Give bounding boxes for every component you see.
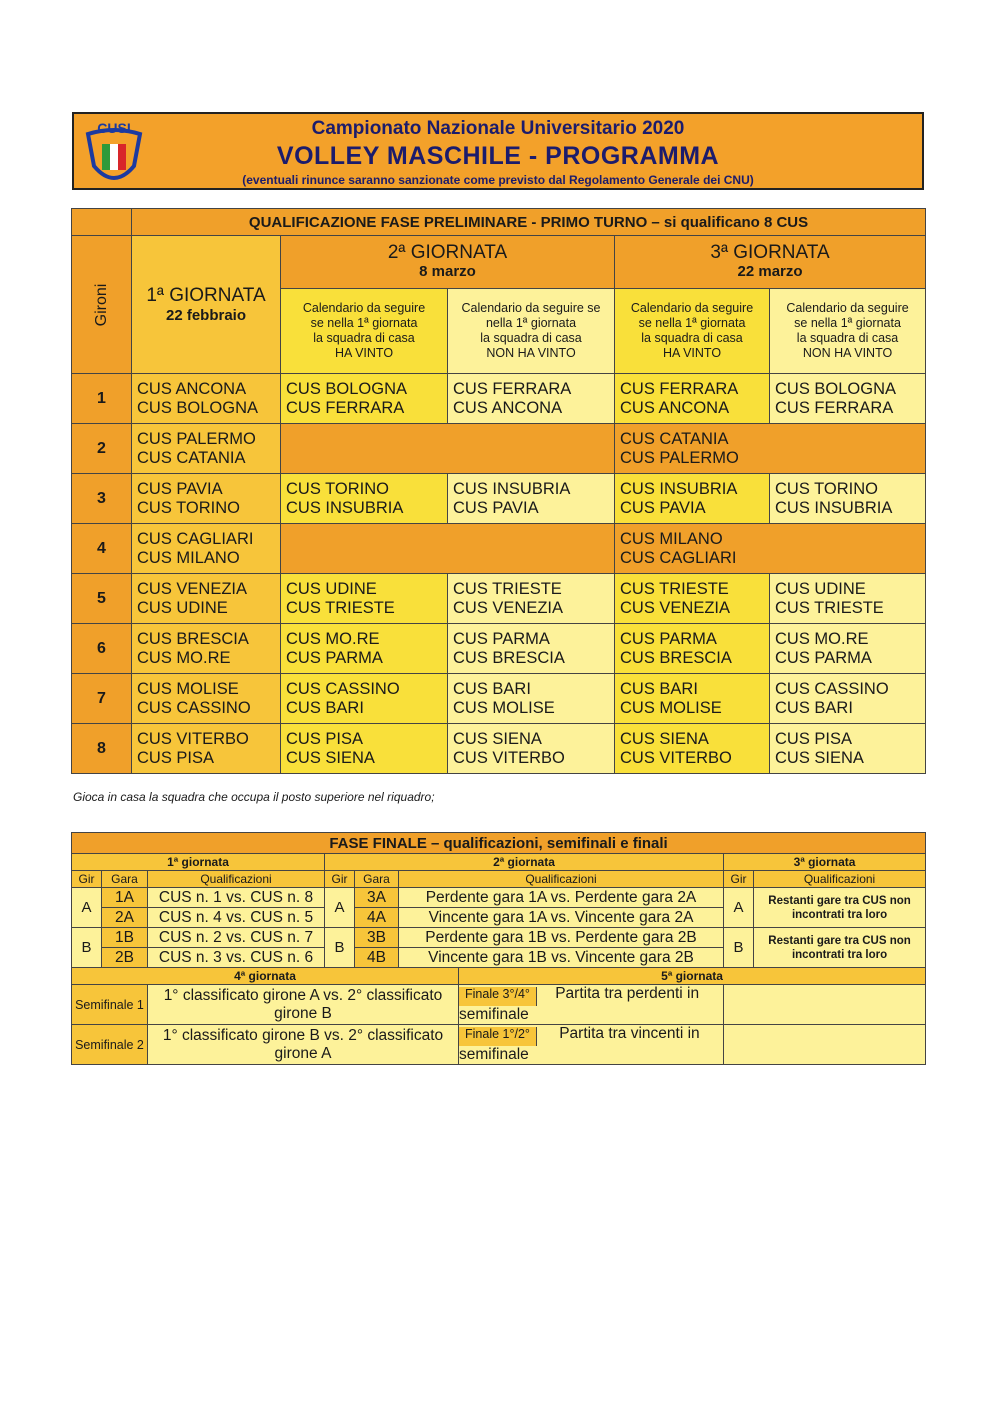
table-row: 2A CUS n. 4 vs. CUS n. 5 4A Vincente gara 1A vs. Vincente gara 2A (72, 908, 926, 928)
match-cell: CUS BARI CUS MOLISE (615, 674, 770, 724)
day2-header: 2ª GIORNATA 8 marzo (281, 236, 615, 289)
match-cell: CUS CATANIA CUS PALERMO (615, 424, 926, 474)
header-title: VOLLEY MASCHILE - PROGRAMMA (276, 142, 720, 170)
cal-won-d3: Calendario da seguire se nella 1ª giornata la squadra di casa HA VINTO (615, 289, 770, 374)
svg-text:CUSI: CUSI (97, 120, 131, 136)
match-cell: CUS TORINO CUS INSUBRIA (281, 474, 448, 524)
cal-won-d2: Calendario da seguire se nella 1ª giornata la squadra di casa HA VINTO (281, 289, 448, 374)
finale-day1: 1ª giornata (72, 854, 325, 871)
table-row: 6 CUS BRESCIA CUS MO.RE CUS MO.RE CUS PARMA CUS PARMA CUS BRESCIA CUS PARMA CUS BRESCIA CUS MO.RE CUS PARMA (72, 624, 926, 674)
header-subtitle: Campionato Nazionale Universitario 2020 (311, 118, 685, 139)
match-cell: CUS CAGLIARI CUS MILANO (132, 524, 281, 574)
match-cell: CUS BARI CUS MOLISE (448, 674, 615, 724)
prelim-title: QUALIFICAZIONE FASE PRELIMINARE - PRIMO TURNO – si qualificano 8 CUS (132, 209, 926, 236)
cal-lost-d2: Calendario da seguire se nella 1ª giornata la squadra di casa NON HA VINTO (448, 289, 615, 374)
table-row: Semifinale 2 1° classificato girone B vs. 2° classificato girone A Finale 1°/2° Partita tra vincenti in semifinale (72, 1025, 926, 1065)
prelim-table (71, 208, 926, 774)
table-row: 2B CUS n. 3 vs. CUS n. 6 4B Vincente gara 1B vs. Vincente gara 2B (72, 948, 926, 968)
table-row: 3 CUS PAVIA CUS TORINO CUS TORINO CUS INSUBRIA CUS INSUBRIA CUS PAVIA CUS INSUBRIA CUS PAVIA CUS TORINO CUS INSUBRIA (72, 474, 926, 524)
match-cell: CUS PARMA CUS BRESCIA (615, 624, 770, 674)
table-row: 5 CUS VENEZIA CUS UDINE CUS UDINE CUS TRIESTE CUS TRIESTE CUS VENEZIA CUS TRIESTE CUS VENEZIA CUS UDINE CUS TRIESTE (72, 574, 926, 624)
match-cell: CUS PISA CUS SIENA (281, 724, 448, 774)
empty-cell (281, 424, 615, 474)
match-cell: CUS SIENA CUS VITERBO (615, 724, 770, 774)
table-row: 4 CUS CAGLIARI CUS MILANO CUS MILANO CUS CAGLIARI (72, 524, 926, 574)
match-cell: CUS MO.RE CUS PARMA (770, 624, 926, 674)
match-cell: CUS PAVIA CUS TORINO (132, 474, 281, 524)
table-row: B 1B CUS n. 2 vs. CUS n. 7 B 3B Perdente gara 1B vs. Perdente gara 2B B Restanti gare tra CUS non incontrati tra loro (72, 928, 926, 948)
match-cell: CUS VITERBO CUS PISA (132, 724, 281, 774)
match-cell: CUS INSUBRIA CUS PAVIA (615, 474, 770, 524)
match-cell: CUS PARMA CUS BRESCIA (448, 624, 615, 674)
match-cell: CUS UDINE CUS TRIESTE (770, 574, 926, 624)
match-cell: CUS TORINO CUS INSUBRIA (770, 474, 926, 524)
table-row: 8 CUS VITERBO CUS PISA CUS PISA CUS SIENA CUS SIENA CUS VITERBO CUS SIENA CUS VITERBO CUS PISA CUS SIENA (72, 724, 926, 774)
table-row: 2 CUS PALERMO CUS CATANIA CUS CATANIA CUS PALERMO (72, 424, 926, 474)
match-cell: CUS BOLOGNA CUS FERRARA (770, 374, 926, 424)
match-cell: CUS ANCONA CUS BOLOGNA (132, 374, 281, 424)
match-cell: CUS MOLISE CUS CASSINO (132, 674, 281, 724)
table-row: 1 CUS ANCONA CUS BOLOGNA CUS BOLOGNA CUS FERRARA CUS FERRARA CUS ANCONA CUS FERRARA CUS ANCONA CUS BOLOGNA CUS FERRARA (72, 374, 926, 424)
match-cell: CUS TRIESTE CUS VENEZIA (448, 574, 615, 624)
finale-day2: 2ª giornata (325, 854, 724, 871)
document-header (72, 112, 924, 190)
match-cell: CUS CASSINO CUS BARI (281, 674, 448, 724)
gironi-header: Gironi (72, 236, 132, 374)
match-cell: CUS MO.RE CUS PARMA (281, 624, 448, 674)
match-cell: CUS PALERMO CUS CATANIA (132, 424, 281, 474)
cal-lost-d3: Calendario da seguire se nella 1ª giornata la squadra di casa NON HA VINTO (770, 289, 926, 374)
day1-header: 1ª GIORNATA 22 febbraio (132, 236, 281, 374)
match-cell: CUS CASSINO CUS BARI (770, 674, 926, 724)
match-cell: CUS FERRARA CUS ANCONA (448, 374, 615, 424)
match-cell: CUS UDINE CUS TRIESTE (281, 574, 448, 624)
finale-table: FASE FINALE – qualificazioni, semifinali e finali 1ª giornata 2ª giornata 3ª giornata Gir Gara Qualificazioni Gir Gara Qualificazioni Gir Qualificazioni A 1A CUS n. 1 vs. CUS n. 8 A 3A Perdente gara 1A vs. Perdente gara 2A A Restanti gare tra CUS non incontrati tra loro 2A CUS n. 4 vs. CUS n. 5 4A Vincente gara 1A vs. Vincente gara 2A B 1B CUS n. 2 vs. CUS n. 7 B 3B Perdente gara 1B vs. Perdente gara 2B B Restanti gare tra CUS non incontrati tra loro 2B CUS n. 3 vs. CUS n. 6 4B Vincente gara 1B vs. Vincente gara 2B 4ª giornata 5ª giornata Semifinale 1 1° classificato girone A vs. 2° classificato girone B Finale 3°/4° Partita tra perdenti in semifinale Semifinale 2 1° classificato girone B vs. 2° classificato girone A Finale 1°/2° Partita tra vincenti in semifinale (71, 832, 926, 1065)
finale-day4: 4ª giornata (72, 968, 459, 985)
match-cell: CUS BOLOGNA CUS FERRARA (281, 374, 448, 424)
header-note: (eventuali rinunce saranno sanzionate come previsto dal Regolamento Generale dei CNU) (242, 173, 754, 187)
table-row: Semifinale 1 1° classificato girone A vs. 2° classificato girone B Finale 3°/4° Partita tra perdenti in semifinale (72, 985, 926, 1025)
match-cell: CUS VENEZIA CUS UDINE (132, 574, 281, 624)
match-cell: CUS PISA CUS SIENA (770, 724, 926, 774)
table-row: A 1A CUS n. 1 vs. CUS n. 8 A 3A Perdente gara 1A vs. Perdente gara 2A A Restanti gare tra CUS non incontrati tra loro (72, 888, 926, 908)
match-cell: CUS SIENA CUS VITERBO (448, 724, 615, 774)
day3-header: 3ª GIORNATA 22 marzo (615, 236, 926, 289)
finale-day5: 5ª giornata (459, 968, 926, 985)
match-cell: CUS MILANO CUS CAGLIARI (615, 524, 926, 574)
finale-title: FASE FINALE – qualificazioni, semifinali e finali (72, 833, 926, 854)
home-team-note: Gioca in casa la squadra che occupa il posto superiore nel riquadro; (73, 790, 435, 804)
match-cell: CUS TRIESTE CUS VENEZIA (615, 574, 770, 624)
match-cell: CUS FERRARA CUS ANCONA (615, 374, 770, 424)
empty-cell (281, 524, 615, 574)
match-cell: CUS BRESCIA CUS MO.RE (132, 624, 281, 674)
table-row: 7 CUS MOLISE CUS CASSINO CUS CASSINO CUS BARI CUS BARI CUS MOLISE CUS BARI CUS MOLISE CUS CASSINO CUS BARI (72, 674, 926, 724)
finale-day3: 3ª giornata (724, 854, 926, 871)
match-cell: CUS INSUBRIA CUS PAVIA (448, 474, 615, 524)
